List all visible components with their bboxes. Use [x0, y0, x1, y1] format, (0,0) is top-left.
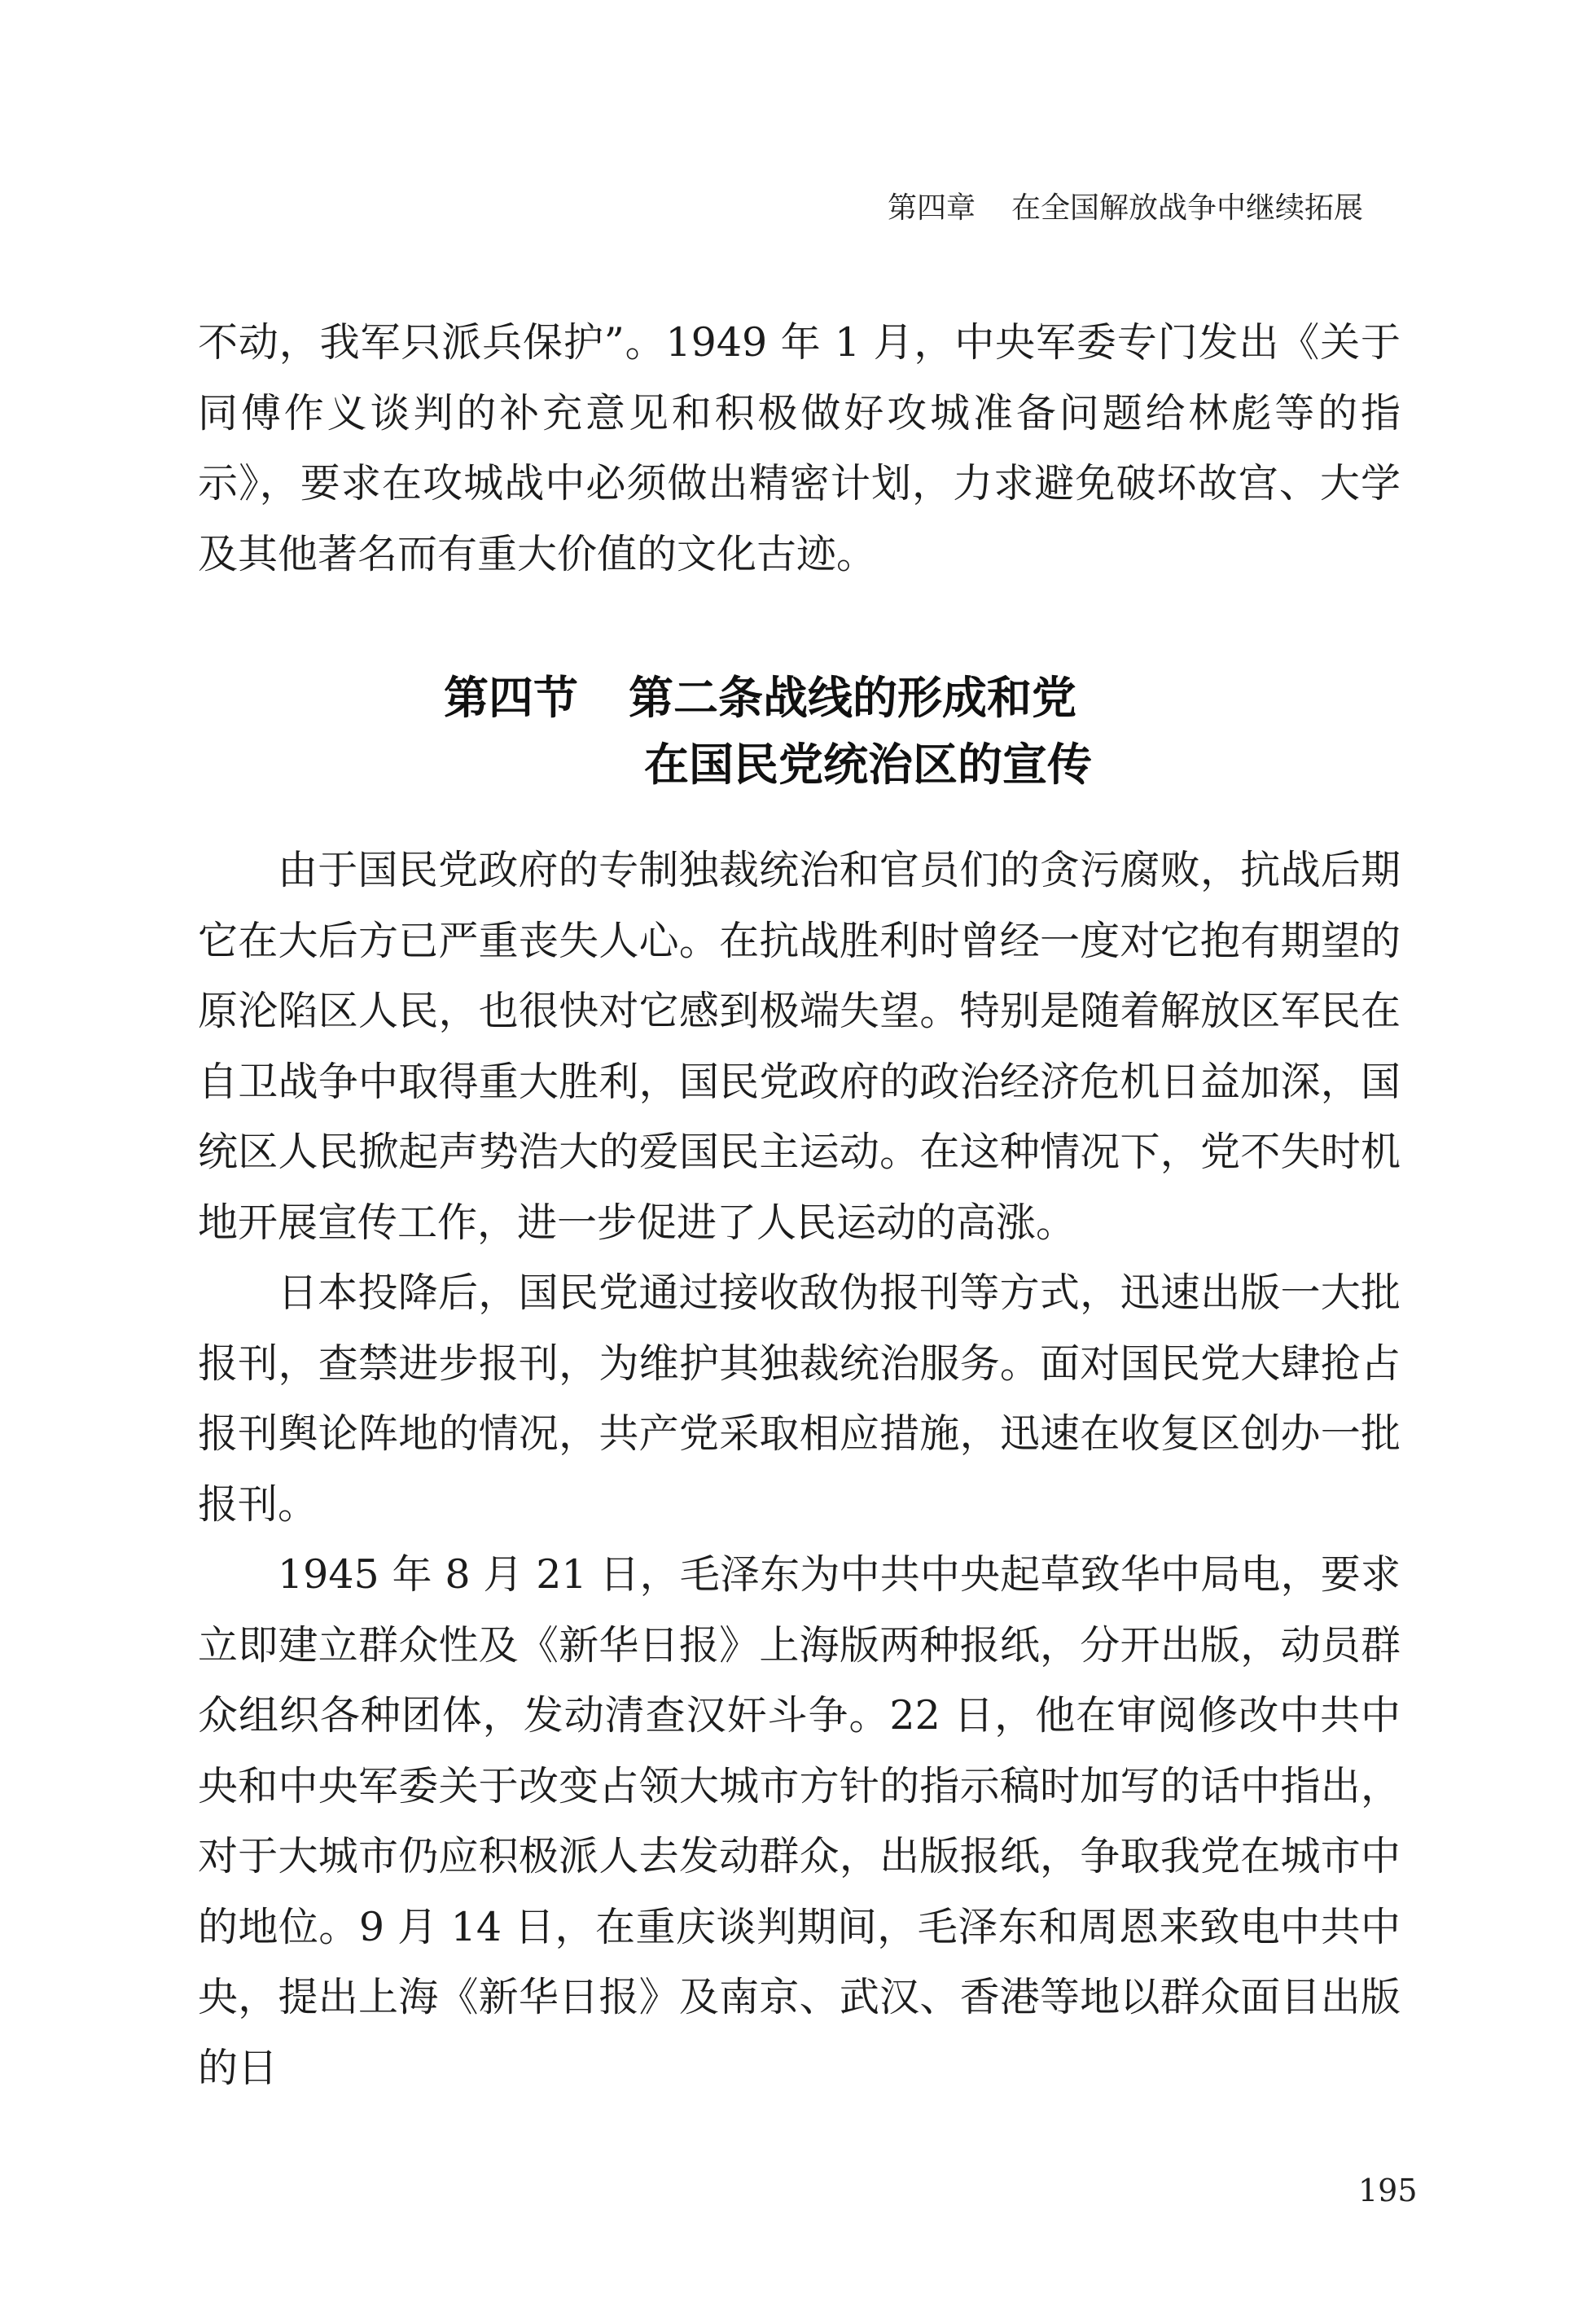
section-title-line1: 第二条战线的形成和党	[629, 671, 1077, 724]
running-head	[888, 189, 1409, 228]
body-paragraph: 不动，我军只派兵保护”。1949 年 1 月，中央军委专门发出《关于同傅作义谈判的补充意见和积极做好攻城准备问题给林彪等的指示》，要求在攻城战中必须做出精密计划，力求避免破坏故宫、大学及其他著名而有重大价值的文化古迹。	[198, 319, 1401, 577]
section-paragraph: 日本投降后，国民党通过接收敌伪报刊等方式，迅速出版一大批报刊，查禁进步报刊，为维护其独裁统治服务。面对国民党大肆抢占报刊舆论阵地的情况，共产党采取相应措施，迅速在收复区创办一批报刊。	[198, 1270, 1401, 1528]
section-heading	[198, 664, 1401, 798]
section-number: 第四节	[444, 671, 579, 724]
section-paragraph: 由于国民党政府的专制独裁统治和官员们的贪污腐败，抗战后期它在大后方已严重丧失人心。在抗战胜利时曾经一度对它抱有期望的原沦陷区人民，也很快对它感到极端失望。特别是随着解放区军民在自卫战争中取得重大胜利，国民党政府的政治经济危机日益加深，国统区人民掀起声势浩大的爱国民主运动。在这种情况下，党不失时机地开展宣传工作，进一步促进了人民运动的高涨。	[198, 847, 1401, 1246]
running-head-chapter: 第四章	[888, 191, 976, 225]
section-title-line2: 在国民党统治区的宣传	[644, 738, 1093, 791]
section-heading-line1	[198, 664, 1401, 731]
running-head-title: 在全国解放战争中继续拓展	[1011, 191, 1364, 225]
page-number: 195	[1358, 2173, 1418, 2208]
page-body	[198, 308, 1401, 2103]
section-paragraph: 1945 年 8 月 21 日，毛泽东为中共中央起草致华中局电，要求立即建立群众性及《新华日报》上海版两种报纸，分开出版，动员群众组织各种团体，发动清查汉奸斗争。22 日，他在审阅修改中共中央和中央军委关于改变占领大城市方针的指示稿时加写的话中指出，对于大城市仍应积极派人去发动群众，出版报纸，争取我党在城市中的地位。9 月 14 日，在重庆谈判期间，毛泽东和周恩来致电中共中央，提出上海《新华日报》及南京、武汉、香港等地以群众面目出版的日	[198, 1551, 1401, 2091]
